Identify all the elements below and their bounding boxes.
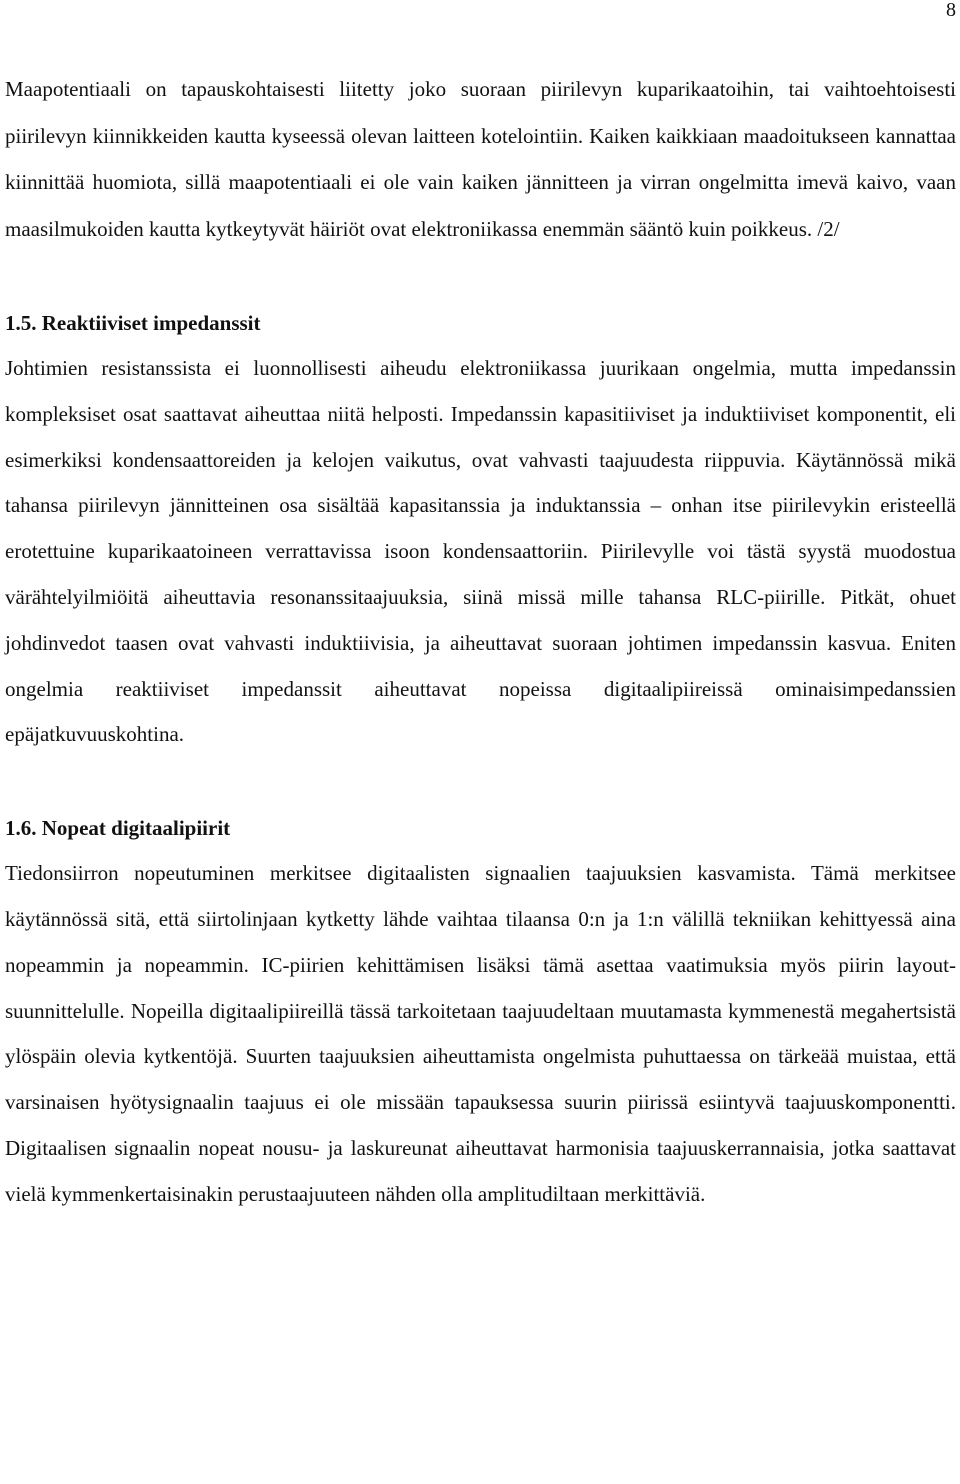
section-spacer (5, 252, 956, 300)
page-body (5, 66, 956, 1218)
section-heading-reactive-impedances: 1.5. Reaktiiviset impedanssit (5, 311, 261, 335)
page-number: 8 (946, 0, 956, 21)
section-heading-fast-digital-circuits: 1.6. Nopeat digitaalipiirit (5, 816, 231, 841)
paragraph-fast-digital-circuits: Tiedonsiirron nopeutuminen merkitsee digitaalisten signaalien taajuuksien kasvamista. Tämä merkitsee käytännössä sitä, että siirtolinjaan kytketty lähde vaihtaa tilaansa 0:n ja 1:n välillä tekniikan kehittyessä aina nopeammin ja nopeammin. IC-piirien kehittämisen lisäksi tämä asettaa vaatimuksia myös piirin layout-suunnittelulle. Nopeilla digitaalipiireillä tässä tarkoitetaan taajuudeltaan muutamasta kymmenestä megahertsistä ylöspäin olevia kytkentöjä. Suurten taajuuksien aiheuttamista ongelmista puhuttaessa on tärkeää muistaa, että varsinaisen hyötysignaalin taajuus ei ole missään tapauksessa suurin piirissä esiintyvä taajuuskomponentti. Digitaalisen signaalin nopeat nousu- ja laskureunat aiheuttavat harmonisia taajuuskerrannaisia, jotka saattavat vielä kymmenkertaisinakin perustaajuuteen nähden olla amplitudiltaan merkittäviä. (5, 861, 956, 1206)
section-spacer (5, 758, 956, 805)
paragraph-reactive-impedances: Johtimien resistanssista ei luonnollisesti aiheudu elektroniikassa juurikaan ongelmia, mutta impedanssin kompleksiset osat saattavat aiheuttaa niitä helposti. Impedanssin kapasitiiviset ja induktiiviset komponentit, eli esimerkiksi kondensaattoreiden ja kelojen vaikutus, ovat vahvasti taajuudesta riippuvia. Käytännössä mikä tahansa piirilevyn jännitteinen osa sisältää kapasitanssia ja induktanssia – onhan itse piirilevykin eristeellä erotettuine kuparikaatoineen verrattavissa isoon kondensaattoriin. Piirilevylle voi tästä syystä muodostua värähtelyilmiöitä aiheuttavia resonanssitaajuuksia, siinä missä mille tahansa RLC-piirille. Pitkät, ohuet johdinvedot taasen ovat vahvasti induktiivisia, ja aiheuttavat suoraan johtimen impedanssin kasvua. Eniten ongelmia reaktiiviset impedanssit aiheuttavat nopeissa digitaalipiireissä ominaisimpedanssien epäjatkuvuuskohtina. (5, 356, 956, 747)
paragraph-grounding: Maapotentiaali on tapauskohtaisesti liitetty joko suoraan piirilevyn kuparikaatoihin, tai vaihtoehtoisesti piirilevyn kiinnikkeiden kautta kyseessä olevan laitteen kotelointiin. Kaiken kaikkiaan maadoitukseen kannattaa kiinnittää huomiota, sillä maapotentiaali ei ole vain kaiken jännitteen ja virran ongelmitta imevä kaivo, vaan maasilmukoiden kautta kytkeytyvät häiriöt ovat elektroniikassa enemmän sääntö kuin poikkeus. /2/ (5, 77, 956, 241)
